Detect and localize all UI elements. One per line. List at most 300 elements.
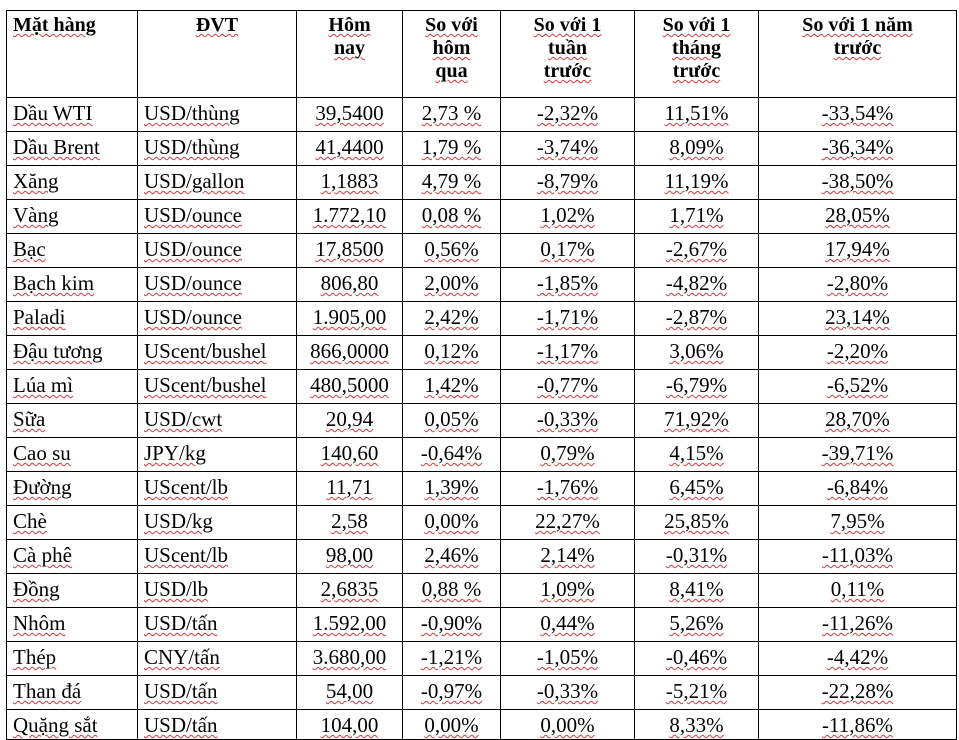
table-row bbox=[7, 540, 957, 574]
change-week: -2,32% bbox=[536, 101, 599, 125]
unit: USD/ounce bbox=[144, 203, 242, 227]
change-year-cell bbox=[759, 336, 957, 370]
change-month-cell bbox=[635, 302, 759, 336]
commodity-name-cell bbox=[7, 336, 138, 370]
change-month-cell bbox=[635, 336, 759, 370]
price-today-cell bbox=[297, 472, 403, 506]
change-week: 1,09% bbox=[540, 577, 595, 601]
commodity-price-table bbox=[6, 10, 957, 740]
price-today: 98,00 bbox=[325, 543, 374, 567]
change-week-cell bbox=[501, 642, 635, 676]
change-week-cell bbox=[501, 166, 635, 200]
change-month: -0,31% bbox=[665, 543, 728, 567]
price-today-cell bbox=[297, 302, 403, 336]
price-today: 54,00 bbox=[325, 679, 374, 703]
header-vs-year bbox=[759, 11, 957, 98]
change-year: -38,50% bbox=[821, 169, 894, 193]
change-week-cell bbox=[501, 676, 635, 710]
change-year: -22,28% bbox=[821, 679, 894, 703]
change-day: -1,21% bbox=[420, 645, 483, 669]
price-today-cell bbox=[297, 268, 403, 302]
unit-cell bbox=[138, 404, 297, 438]
change-month-cell bbox=[635, 404, 759, 438]
table-header bbox=[7, 11, 957, 98]
change-week: -8,79% bbox=[536, 169, 599, 193]
change-day: 1,42% bbox=[424, 373, 479, 397]
change-day: 4,79 % bbox=[421, 169, 482, 193]
change-day: 1,79 % bbox=[421, 135, 482, 159]
change-year: -33,54% bbox=[821, 101, 894, 125]
header-text-line: nay bbox=[333, 37, 366, 59]
change-month-cell bbox=[635, 234, 759, 268]
unit-cell bbox=[138, 132, 297, 166]
change-month-cell bbox=[635, 166, 759, 200]
table-row bbox=[7, 234, 957, 268]
unit-cell bbox=[138, 370, 297, 404]
commodity-name: Quặng sắt bbox=[13, 713, 98, 737]
change-month: 4,15% bbox=[669, 441, 724, 465]
change-year: -2,80% bbox=[826, 271, 889, 295]
change-day-cell bbox=[403, 268, 501, 302]
header-text-line: tháng bbox=[672, 37, 721, 59]
commodity-name-cell bbox=[7, 370, 138, 404]
header-text-line: ĐVT bbox=[195, 14, 239, 36]
table-row bbox=[7, 268, 957, 302]
change-week: -0,77% bbox=[536, 373, 599, 397]
price-today-cell bbox=[297, 166, 403, 200]
change-month: 11,19% bbox=[664, 169, 729, 193]
unit: USD/tấn bbox=[144, 713, 218, 737]
change-year-cell bbox=[759, 472, 957, 506]
change-month: -0,46% bbox=[665, 645, 728, 669]
change-week-cell bbox=[501, 268, 635, 302]
change-day-cell bbox=[403, 472, 501, 506]
change-month-cell bbox=[635, 642, 759, 676]
table-row bbox=[7, 472, 957, 506]
change-week: 0,79% bbox=[540, 441, 595, 465]
change-month: -2,87% bbox=[665, 305, 728, 329]
change-year-cell bbox=[759, 98, 957, 132]
table-row bbox=[7, 438, 957, 472]
commodity-name: Bạch kim bbox=[13, 271, 95, 295]
price-today: 806,80 bbox=[320, 271, 379, 295]
unit-cell bbox=[138, 166, 297, 200]
price-today: 2,58 bbox=[331, 509, 368, 533]
change-week-cell bbox=[501, 608, 635, 642]
price-today: 20,94 bbox=[325, 407, 374, 431]
commodity-name-cell bbox=[7, 540, 138, 574]
change-week: 22,27% bbox=[535, 509, 600, 533]
change-week: 0,17% bbox=[540, 237, 595, 261]
change-year-cell bbox=[759, 132, 957, 166]
change-week-cell bbox=[501, 540, 635, 574]
change-year-cell bbox=[759, 166, 957, 200]
commodity-name-cell bbox=[7, 234, 138, 268]
unit-cell bbox=[138, 302, 297, 336]
unit: USD/lb bbox=[144, 577, 209, 601]
change-week: -1,05% bbox=[536, 645, 599, 669]
header-text-line: trước bbox=[833, 37, 882, 59]
change-year: 17,94% bbox=[825, 237, 890, 261]
change-month: 8,09% bbox=[669, 135, 724, 159]
price-today-cell bbox=[297, 98, 403, 132]
unit-cell bbox=[138, 710, 297, 740]
table-row bbox=[7, 98, 957, 132]
price-today: 3.680,00 bbox=[312, 645, 387, 669]
change-day-cell bbox=[403, 370, 501, 404]
commodity-name-cell bbox=[7, 506, 138, 540]
change-month: -5,21% bbox=[665, 679, 728, 703]
price-today-cell bbox=[297, 540, 403, 574]
unit: UScent/bushel bbox=[144, 373, 267, 397]
unit-cell bbox=[138, 98, 297, 132]
commodity-name: Bạc bbox=[13, 237, 46, 261]
change-week-cell bbox=[501, 506, 635, 540]
table-row bbox=[7, 200, 957, 234]
change-month-cell bbox=[635, 574, 759, 608]
table-row bbox=[7, 642, 957, 676]
unit-cell bbox=[138, 438, 297, 472]
price-today: 140,60 bbox=[320, 441, 379, 465]
header-text-line: So với 1 bbox=[662, 14, 731, 36]
unit-cell bbox=[138, 608, 297, 642]
unit: UScent/bushel bbox=[144, 339, 267, 363]
change-day: 2,73 % bbox=[421, 101, 482, 125]
change-year: 28,05% bbox=[825, 203, 890, 227]
change-year-cell bbox=[759, 234, 957, 268]
change-year: -6,84% bbox=[826, 475, 889, 499]
header-vs-week bbox=[501, 11, 635, 98]
change-month: 1,71% bbox=[669, 203, 724, 227]
unit: CNY/tấn bbox=[144, 645, 220, 669]
commodity-name: Nhôm bbox=[13, 611, 66, 635]
change-month-cell bbox=[635, 710, 759, 740]
change-week: 2,14% bbox=[540, 543, 595, 567]
commodity-name-cell bbox=[7, 166, 138, 200]
price-today: 104,00 bbox=[320, 713, 379, 737]
change-month-cell bbox=[635, 506, 759, 540]
change-month: 8,41% bbox=[669, 577, 724, 601]
change-month: -4,82% bbox=[665, 271, 728, 295]
change-day-cell bbox=[403, 608, 501, 642]
commodity-name-cell bbox=[7, 642, 138, 676]
change-day-cell bbox=[403, 506, 501, 540]
change-week: -1,76% bbox=[536, 475, 599, 499]
unit: USD/kg bbox=[144, 509, 213, 533]
commodity-name-cell bbox=[7, 608, 138, 642]
unit: USD/ounce bbox=[144, 305, 242, 329]
change-year-cell bbox=[759, 200, 957, 234]
change-day: -0,90% bbox=[420, 611, 483, 635]
price-today-cell bbox=[297, 710, 403, 740]
price-today: 39,5400 bbox=[315, 101, 384, 125]
change-day: 0,00% bbox=[424, 509, 479, 533]
change-day: -0,97% bbox=[420, 679, 483, 703]
price-today: 11,71 bbox=[326, 475, 373, 499]
change-month-cell bbox=[635, 370, 759, 404]
unit: USD/cwt bbox=[144, 407, 223, 431]
change-week-cell bbox=[501, 404, 635, 438]
change-year: -36,34% bbox=[821, 135, 894, 159]
table-row bbox=[7, 608, 957, 642]
price-today-cell bbox=[297, 438, 403, 472]
change-week: -0,33% bbox=[536, 407, 599, 431]
change-year-cell bbox=[759, 540, 957, 574]
header-text-line: So với bbox=[425, 14, 478, 36]
commodity-name-cell bbox=[7, 132, 138, 166]
change-week: 1,02% bbox=[540, 203, 595, 227]
change-year: 7,95% bbox=[830, 509, 885, 533]
commodity-name: Paladi bbox=[13, 305, 66, 329]
price-today-cell bbox=[297, 336, 403, 370]
table-row bbox=[7, 676, 957, 710]
header-text-line: qua bbox=[435, 60, 468, 82]
commodity-name-cell bbox=[7, 200, 138, 234]
unit-cell bbox=[138, 234, 297, 268]
change-day-cell bbox=[403, 404, 501, 438]
change-day: 0,05% bbox=[424, 407, 479, 431]
price-today-cell bbox=[297, 132, 403, 166]
change-day-cell bbox=[403, 234, 501, 268]
change-month-cell bbox=[635, 200, 759, 234]
price-today: 1.772,10 bbox=[312, 203, 387, 227]
change-week: -3,74% bbox=[536, 135, 599, 159]
table-row bbox=[7, 336, 957, 370]
change-year-cell bbox=[759, 370, 957, 404]
change-month: -2,67% bbox=[665, 237, 728, 261]
price-today-cell bbox=[297, 234, 403, 268]
change-day: 2,46% bbox=[424, 543, 479, 567]
change-month-cell bbox=[635, 132, 759, 166]
change-year: -4,42% bbox=[826, 645, 889, 669]
change-month: 11,51% bbox=[664, 101, 729, 125]
change-day-cell bbox=[403, 676, 501, 710]
change-year: -2,20% bbox=[826, 339, 889, 363]
change-day: 0,08 % bbox=[421, 203, 482, 227]
commodity-name: Chè bbox=[13, 509, 47, 533]
change-week-cell bbox=[501, 710, 635, 740]
change-day: -0,64% bbox=[420, 441, 483, 465]
header-today bbox=[297, 11, 403, 98]
change-year-cell bbox=[759, 302, 957, 336]
commodity-name-cell bbox=[7, 404, 138, 438]
change-year: 23,14% bbox=[825, 305, 890, 329]
change-week: 0,00% bbox=[540, 713, 595, 737]
change-week-cell bbox=[501, 370, 635, 404]
change-week-cell bbox=[501, 234, 635, 268]
price-today: 480,5000 bbox=[310, 373, 389, 397]
header-text-line: tuần bbox=[548, 37, 587, 59]
change-week-cell bbox=[501, 574, 635, 608]
change-month-cell bbox=[635, 608, 759, 642]
price-today-cell bbox=[297, 574, 403, 608]
change-month-cell bbox=[635, 98, 759, 132]
commodity-name-cell bbox=[7, 676, 138, 710]
change-year-cell bbox=[759, 642, 957, 676]
price-today-cell bbox=[297, 676, 403, 710]
change-week: -1,85% bbox=[536, 271, 599, 295]
change-day-cell bbox=[403, 336, 501, 370]
header-text-line: So với 1 năm bbox=[802, 14, 913, 36]
table-row bbox=[7, 506, 957, 540]
change-day-cell bbox=[403, 98, 501, 132]
change-day-cell bbox=[403, 302, 501, 336]
commodity-name: Thép bbox=[13, 645, 57, 669]
change-week: -0,33% bbox=[536, 679, 599, 703]
unit: USD/tấn bbox=[144, 611, 218, 635]
change-year-cell bbox=[759, 608, 957, 642]
commodity-name-cell bbox=[7, 268, 138, 302]
change-week-cell bbox=[501, 200, 635, 234]
commodity-name-cell bbox=[7, 438, 138, 472]
commodity-name: Lúa mì bbox=[13, 373, 74, 397]
change-week-cell bbox=[501, 438, 635, 472]
price-today: 41,4400 bbox=[315, 135, 384, 159]
table-body bbox=[7, 98, 957, 740]
commodity-name: Đậu tương bbox=[13, 339, 103, 363]
commodity-name: Dầu Brent bbox=[13, 135, 100, 159]
unit: USD/gallon bbox=[144, 169, 245, 193]
change-year: -11,03% bbox=[822, 543, 893, 567]
table-row bbox=[7, 404, 957, 438]
unit-cell bbox=[138, 268, 297, 302]
unit: USD/ounce bbox=[144, 237, 242, 261]
change-month-cell bbox=[635, 472, 759, 506]
unit-cell bbox=[138, 540, 297, 574]
table-row bbox=[7, 302, 957, 336]
change-week-cell bbox=[501, 132, 635, 166]
price-today-cell bbox=[297, 370, 403, 404]
change-day-cell bbox=[403, 166, 501, 200]
unit-cell bbox=[138, 472, 297, 506]
change-day-cell bbox=[403, 438, 501, 472]
change-year-cell bbox=[759, 438, 957, 472]
change-year: 0,11% bbox=[830, 577, 885, 601]
change-week: -1,71% bbox=[536, 305, 599, 329]
commodity-name: Đồng bbox=[13, 577, 60, 601]
commodity-name: Than đá bbox=[13, 679, 82, 703]
change-week-cell bbox=[501, 98, 635, 132]
change-day-cell bbox=[403, 574, 501, 608]
commodity-name-cell bbox=[7, 302, 138, 336]
unit: USD/thùng bbox=[144, 101, 240, 125]
change-day-cell bbox=[403, 132, 501, 166]
change-day: 2,42% bbox=[424, 305, 479, 329]
price-today-cell bbox=[297, 200, 403, 234]
change-month-cell bbox=[635, 268, 759, 302]
price-today: 1.592,00 bbox=[312, 611, 387, 635]
header-text-line: Mặt hàng bbox=[13, 14, 96, 36]
commodity-name: Cao su bbox=[13, 441, 71, 465]
unit: JPY/kg bbox=[144, 441, 206, 465]
change-day: 0,12% bbox=[424, 339, 479, 363]
unit: USD/ounce bbox=[144, 271, 242, 295]
price-today-cell bbox=[297, 642, 403, 676]
unit-cell bbox=[138, 642, 297, 676]
commodity-name-cell bbox=[7, 472, 138, 506]
change-day: 0,88 % bbox=[421, 577, 482, 601]
commodity-name: Sữa bbox=[13, 407, 46, 431]
change-month: 5,26% bbox=[669, 611, 724, 635]
header-vs-yesterday bbox=[403, 11, 501, 98]
unit-cell bbox=[138, 676, 297, 710]
header-unit bbox=[138, 11, 297, 98]
table-row bbox=[7, 370, 957, 404]
change-week-cell bbox=[501, 472, 635, 506]
change-year: -11,26% bbox=[822, 611, 893, 635]
change-month-cell bbox=[635, 540, 759, 574]
change-month: 71,92% bbox=[664, 407, 729, 431]
change-day-cell bbox=[403, 710, 501, 740]
change-day: 0,00% bbox=[424, 713, 479, 737]
change-day-cell bbox=[403, 200, 501, 234]
price-today: 1.905,00 bbox=[312, 305, 387, 329]
commodity-name-cell bbox=[7, 98, 138, 132]
commodity-name: Cà phê bbox=[13, 543, 72, 567]
commodity-name-cell bbox=[7, 710, 138, 740]
change-month: 3,06% bbox=[669, 339, 724, 363]
price-today: 17,8500 bbox=[315, 237, 384, 261]
change-month-cell bbox=[635, 438, 759, 472]
change-month: 8,33% bbox=[669, 713, 724, 737]
price-today: 866,0000 bbox=[310, 339, 389, 363]
change-year: -6,52% bbox=[826, 373, 889, 397]
change-week-cell bbox=[501, 302, 635, 336]
change-year-cell bbox=[759, 506, 957, 540]
change-year-cell bbox=[759, 710, 957, 740]
table-container bbox=[6, 10, 956, 740]
change-day-cell bbox=[403, 540, 501, 574]
change-day: 0,56% bbox=[424, 237, 479, 261]
price-today-cell bbox=[297, 506, 403, 540]
price-today: 1,1883 bbox=[320, 169, 379, 193]
change-month-cell bbox=[635, 676, 759, 710]
change-day-cell bbox=[403, 642, 501, 676]
unit: USD/tấn bbox=[144, 679, 218, 703]
commodity-name: Đường bbox=[13, 475, 72, 499]
price-today-cell bbox=[297, 608, 403, 642]
change-week: -1,17% bbox=[536, 339, 599, 363]
unit: USD/thùng bbox=[144, 135, 240, 159]
commodity-name-cell bbox=[7, 574, 138, 608]
header-text-line: trước bbox=[672, 60, 721, 82]
change-month: -6,79% bbox=[665, 373, 728, 397]
change-year-cell bbox=[759, 268, 957, 302]
change-day: 1,39% bbox=[424, 475, 479, 499]
change-week: 0,44% bbox=[540, 611, 595, 635]
change-month: 6,45% bbox=[669, 475, 724, 499]
unit-cell bbox=[138, 336, 297, 370]
commodity-name: Vàng bbox=[13, 203, 59, 227]
change-month: 25,85% bbox=[664, 509, 729, 533]
unit-cell bbox=[138, 200, 297, 234]
change-year: -11,86% bbox=[822, 713, 893, 737]
change-year-cell bbox=[759, 404, 957, 438]
change-day: 2,00% bbox=[424, 271, 479, 295]
header-text-line: trước bbox=[543, 60, 592, 82]
unit: UScent/lb bbox=[144, 543, 228, 567]
change-year-cell bbox=[759, 574, 957, 608]
unit-cell bbox=[138, 506, 297, 540]
commodity-name: Xăng bbox=[13, 169, 59, 193]
header-vs-month bbox=[635, 11, 759, 98]
table-row bbox=[7, 132, 957, 166]
header-text-line: Hôm bbox=[328, 14, 371, 36]
table-row bbox=[7, 710, 957, 740]
unit: UScent/lb bbox=[144, 475, 228, 499]
table-row bbox=[7, 574, 957, 608]
change-year: -39,71% bbox=[821, 441, 894, 465]
